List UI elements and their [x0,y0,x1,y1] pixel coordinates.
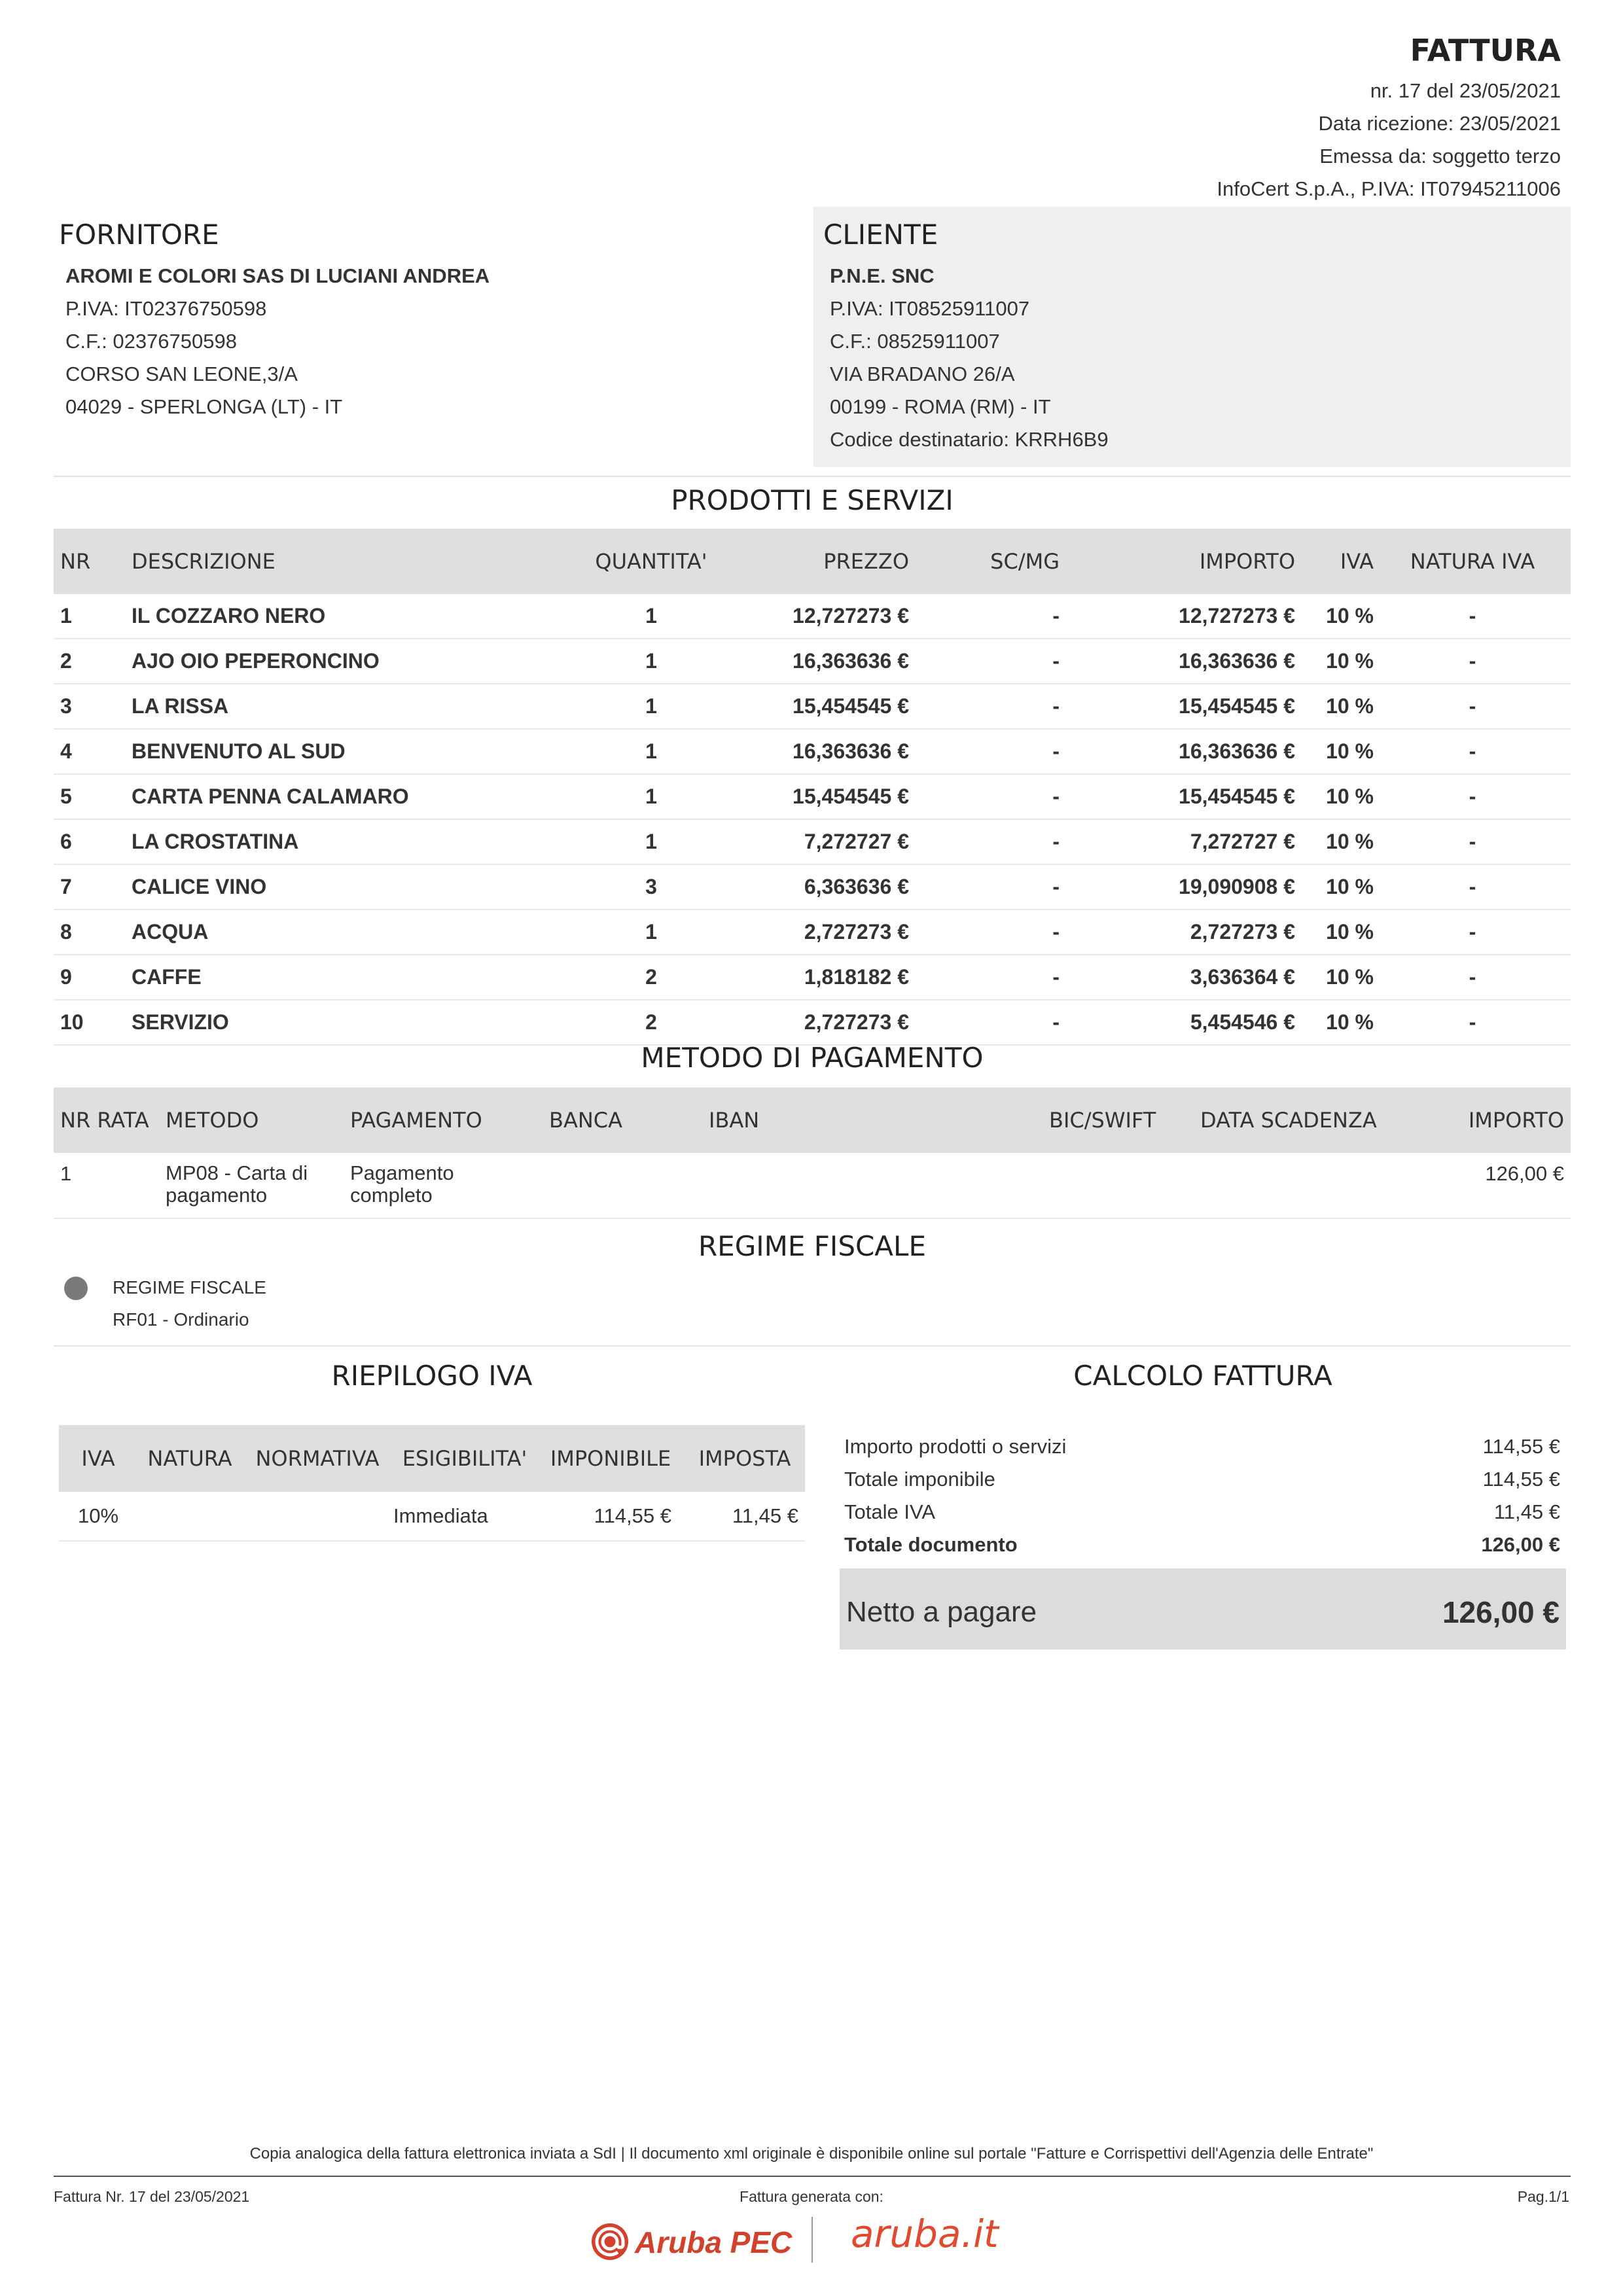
row-discount: - [910,684,1060,729]
row-amount: 15,454545 € [1060,774,1296,819]
vat-imponibile: 114,55 € [537,1492,685,1541]
row-description: LA RISSA [131,684,582,729]
vat-col-imponibile: IMPONIBILE [537,1425,685,1492]
row-vat-nature: - [1374,819,1571,864]
col-description: DESCRIZIONE [131,529,582,594]
row-nr: 10 [54,1000,131,1045]
row-price: 7,272727 € [720,819,910,864]
vat-header-row [59,1425,805,1492]
row-vat-nature: - [1374,774,1571,819]
row-vat: 10 % [1296,594,1374,639]
row-nr: 4 [54,729,131,774]
row-quantity: 1 [582,729,720,774]
row-quantity: 3 [582,864,720,910]
row-description: CALICE VINO [131,864,582,910]
row-vat: 10 % [1296,955,1374,1000]
row-vat: 10 % [1296,684,1374,729]
products-header-row [54,529,1571,594]
row-discount: - [910,864,1060,910]
divider [54,476,1571,477]
row-price: 1,818182 € [720,955,910,1000]
payment-amount: 126,00 € [1429,1153,1571,1218]
footer-divider [54,2176,1571,2177]
row-amount: 15,454545 € [1060,684,1296,729]
payment-iban [708,1153,1048,1218]
row-vat-nature: - [1374,639,1571,684]
vat-col-natura: NATURA [137,1425,242,1492]
invoice-title: FATTURA [1410,33,1561,68]
calc-value: 126,00 € [1481,1533,1560,1556]
invoice-header [1217,33,1561,205]
vat-nature [137,1492,242,1541]
supplier-heading: FORNITORE [59,219,219,251]
payment-method [165,1153,349,1218]
row-amount: 3,636364 € [1060,955,1296,1000]
net-to-pay-box [840,1568,1566,1650]
row-vat: 10 % [1296,639,1374,684]
row-amount: 19,090908 € [1060,864,1296,910]
row-nr: 1 [54,594,131,639]
aruba-pec-logo-icon [590,2222,630,2261]
col-iban: IBAN [708,1087,1048,1153]
payment-bank [548,1153,708,1218]
row-vat: 10 % [1296,1000,1374,1045]
calc-title: CALCOLO FATTURA [1073,1360,1332,1392]
col-vat-nature: NATURA IVA [1374,529,1571,594]
row-description: AJO OIO PEPERONCINO [131,639,582,684]
row-description: IL COZZARO NERO [131,594,582,639]
row-nr: 2 [54,639,131,684]
product-row [54,864,1571,910]
client-block [813,207,1571,467]
row-vat-nature: - [1374,684,1571,729]
row-nr: 3 [54,684,131,729]
col-bank: BANCA [548,1087,708,1153]
payment-type [349,1153,548,1218]
col-nr: NR [54,529,131,594]
payment-header-row [54,1087,1571,1153]
row-price: 2,727273 € [720,910,910,955]
row-quantity: 1 [582,819,720,864]
payment-type-line1: Pagamento [350,1161,454,1184]
divider [54,1345,1571,1347]
payment-method-line2: pagamento [166,1184,268,1207]
row-discount: - [910,774,1060,819]
row-description: LA CROSTATINA [131,819,582,864]
payment-row [54,1153,1571,1218]
vat-col-iva: IVA [59,1425,137,1492]
col-discount: SC/MG [910,529,1060,594]
row-amount: 2,727273 € [1060,910,1296,955]
row-discount: - [910,910,1060,955]
payment-table [54,1087,1571,1219]
row-price: 15,454545 € [720,774,910,819]
calc-row-products [844,1435,1560,1458]
invoice-number: nr. 17 del 23/05/2021 [1370,79,1561,102]
row-price: 6,363636 € [720,864,910,910]
product-row [54,684,1571,729]
row-vat-nature: - [1374,729,1571,774]
product-row [54,729,1571,774]
payment-bic [1048,1153,1181,1218]
row-discount: - [910,594,1060,639]
calc-value: 114,55 € [1482,1435,1560,1458]
product-row [54,594,1571,639]
client-code: Codice destinatario: KRRH6B9 [830,428,1109,451]
vat-col-esigibilita: ESIGIBILITA' [393,1425,537,1492]
issued-by: Emessa da: soggetto terzo [1319,145,1561,168]
row-amount: 5,454546 € [1060,1000,1296,1045]
net-value: 126,00 € [1442,1595,1560,1629]
regime-label: REGIME FISCALE [113,1277,266,1298]
calc-row-vat [844,1500,1560,1524]
row-nr: 8 [54,910,131,955]
row-nr: 6 [54,819,131,864]
vat-summary-title: RIEPILOGO IVA [331,1360,533,1392]
row-quantity: 2 [582,955,720,1000]
regime-title: REGIME FISCALE [698,1230,926,1262]
product-row [54,1000,1571,1045]
col-installment: NR RATA [54,1087,165,1153]
payment-title: METODO DI PAGAMENTO [641,1042,984,1074]
col-payment-amount: IMPORTO [1429,1087,1571,1153]
row-price: 2,727273 € [720,1000,910,1045]
supplier-name: AROMI E COLORI SAS DI LUCIANI ANDREA [65,264,490,287]
row-discount: - [910,955,1060,1000]
row-quantity: 1 [582,910,720,955]
logo-divider [812,2217,813,2263]
row-discount: - [910,1000,1060,1045]
products-title: PRODOTTI E SERVIZI [671,484,954,516]
product-row [54,910,1571,955]
row-vat-nature: - [1374,955,1571,1000]
supplier-piva: P.IVA: IT02376750598 [65,297,267,320]
row-amount: 16,363636 € [1060,729,1296,774]
regime-bullet-icon [64,1277,88,1300]
row-vat-nature: - [1374,910,1571,955]
row-nr: 9 [54,955,131,1000]
supplier-block [59,207,798,467]
payment-method-line1: MP08 - Carta di [166,1161,308,1184]
row-price: 12,727273 € [720,594,910,639]
row-vat-nature: - [1374,1000,1571,1045]
col-quantity: QUANTITA' [582,529,720,594]
supplier-address: CORSO SAN LEONE,3/A [65,362,298,385]
product-row [54,774,1571,819]
calc-row-total [844,1533,1560,1557]
vat-col-normativa: NORMATIVA [242,1425,393,1492]
calc-row-taxable [844,1468,1560,1491]
row-quantity: 1 [582,684,720,729]
product-row [54,955,1571,1000]
col-due-date: DATA SCADENZA [1181,1087,1429,1153]
row-vat: 10 % [1296,864,1374,910]
calc-label: Importo prodotti o servizi [844,1435,1067,1458]
calc-label: Totale IVA [844,1500,936,1523]
supplier-city: 04029 - SPERLONGA (LT) - IT [65,395,343,418]
row-price: 16,363636 € [720,729,910,774]
products-table [54,529,1571,1046]
net-label: Netto a pagare [846,1596,1037,1628]
row-vat: 10 % [1296,774,1374,819]
received-date: Data ricezione: 23/05/2021 [1318,112,1561,135]
col-payment: PAGAMENTO [349,1087,548,1153]
footer-page: Pag.1/1 [1517,2188,1569,2205]
vat-col-imposta: IMPOSTA [685,1425,805,1492]
client-cf: C.F.: 08525911007 [830,330,1000,353]
footer-note: Copia analogica della fattura elettronica inviata a SdI | Il documento xml originale è disponibile online sul portale "Fatture e Corrispettivi dell'Agenzia delle Entrate" [249,2145,1374,2163]
calc-label: Totale imponibile [844,1468,995,1491]
row-quantity: 2 [582,1000,720,1045]
vat-summary-table [59,1425,805,1542]
row-amount: 16,363636 € [1060,639,1296,684]
row-description: SERVIZIO [131,1000,582,1045]
row-price: 15,454545 € [720,684,910,729]
row-amount: 12,727273 € [1060,594,1296,639]
row-nr: 7 [54,864,131,910]
row-discount: - [910,639,1060,684]
row-vat: 10 % [1296,910,1374,955]
row-nr: 5 [54,774,131,819]
payment-nr: 1 [54,1153,165,1218]
footer-left: Fattura Nr. 17 del 23/05/2021 [54,2188,250,2205]
row-quantity: 1 [582,639,720,684]
row-discount: - [910,819,1060,864]
row-quantity: 1 [582,594,720,639]
col-bic: BIC/SWIFT [1048,1087,1181,1153]
col-price: PREZZO [720,529,910,594]
aruba-pec-logo: Aruba PEC [635,2225,793,2259]
row-price: 16,363636 € [720,639,910,684]
row-amount: 7,272727 € [1060,819,1296,864]
product-row [54,819,1571,864]
supplier-cf: C.F.: 02376750598 [65,330,237,353]
col-method: METODO [165,1087,349,1153]
footer-center: Fattura generata con: [740,2188,883,2205]
payment-type-line2: completo [350,1184,433,1207]
aruba-it-logo: aruba.it [851,2212,999,2256]
row-vat: 10 % [1296,819,1374,864]
client-name: P.N.E. SNC [830,264,935,287]
col-amount: IMPORTO [1060,529,1296,594]
row-description: CAFFE [131,955,582,1000]
client-city: 00199 - ROMA (RM) - IT [830,395,1051,418]
payment-due [1181,1153,1429,1218]
row-quantity: 1 [582,774,720,819]
product-row [54,639,1571,684]
row-vat-nature: - [1374,594,1571,639]
client-address: VIA BRADANO 26/A [830,362,1015,385]
vat-row [59,1492,805,1541]
row-vat-nature: - [1374,864,1571,910]
row-description: ACQUA [131,910,582,955]
row-vat: 10 % [1296,729,1374,774]
regime-value: RF01 - Ordinario [113,1309,249,1330]
calc-value: 11,45 € [1493,1500,1560,1523]
calc-value: 114,55 € [1482,1468,1560,1491]
row-description: CARTA PENNA CALAMARO [131,774,582,819]
vat-esigibilita: Immediata [393,1492,537,1541]
vat-imposta: 11,45 € [685,1492,805,1541]
row-discount: - [910,729,1060,774]
vat-rate: 10% [59,1492,137,1541]
client-piva: P.IVA: IT08525911007 [830,297,1030,320]
row-description: BENVENUTO AL SUD [131,729,582,774]
issuer-info: InfoCert S.p.A., P.IVA: IT07945211006 [1217,177,1561,200]
vat-normativa [242,1492,393,1541]
calc-label: Totale documento [844,1533,1018,1556]
client-heading: CLIENTE [823,219,938,251]
col-vat: IVA [1296,529,1374,594]
